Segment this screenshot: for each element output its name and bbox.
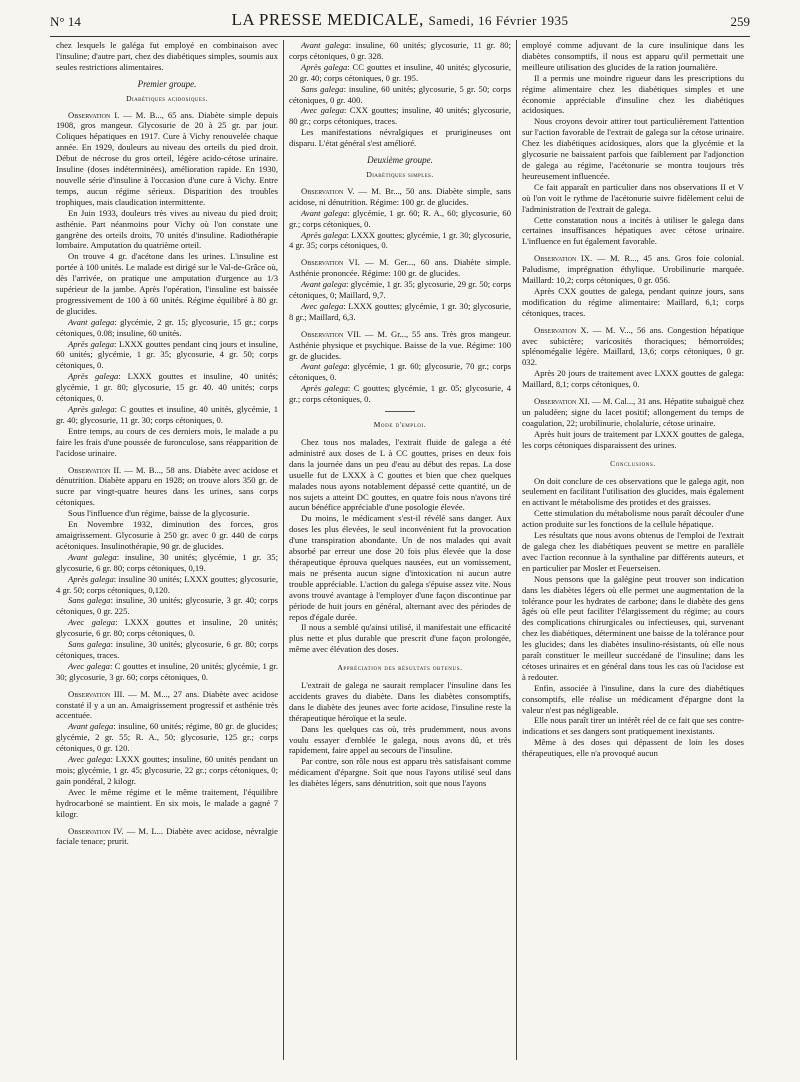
column-divider (283, 40, 284, 1060)
observation-paragraph: Observation V. — M. Br..., 50 ans. Diabète simple, sans acidose, ni dénutrition. Régime: 100 gr. de glucides. (289, 185, 511, 207)
paragraph: L'extrait de galega ne saurait remplacer l'insuline dans les accidents graves du diabète. Dans les diabètes consomptifs, dans le diabète des jeunes avec forte acidose, l'insuline reste la thérapeutique héroïque et la seule. (289, 680, 511, 723)
column-divider (516, 40, 517, 1060)
paragraph: Avant galega: insuline, 60 unités; régime, 80 gr. de glucides; glycémie, 2 gr. 55; R. A., 50; glycosurie, 125 gr.; corps cétoniques, 0 gr. 120. (56, 721, 278, 754)
paragraph: On trouve 4 gr. d'acétone dans les urines. L'insuline est portée à 100 unités. Le malade est dirigé sur le Val-de-Grâce où, dès l'arrivée, on pratique une amputation d'urgence au 1/3 supérieur de la jambe. Après l'opération, l'insuline est baissée progressivement de 100 à 60 unités. Régime équilibré à 80 gr. de glucides. (56, 251, 278, 316)
paragraph: Ce fait apparaît en particulier dans nos observations II et V où l'on voit le rythme de l'acétonurie suivre fidèlement celui de l'administration de l'extrait de galega. (522, 181, 744, 214)
section-divider (385, 411, 415, 412)
paragraph: Après galega: CC gouttes et insuline, 40 unités; glycosurie, 20 gr. 40; corps cétoniques, 0 gr. 195. (289, 61, 511, 83)
observation-paragraph: Observation II. — M. B..., 58 ans. Diabète avec acidose et dénutrition. Diabète apparu en 1928; on trouve alors 350 gr. de sucre par vingt-quatre heures dans les urines, sans corps cétoniques. (56, 464, 278, 508)
observation-label: Observation V. (301, 185, 355, 196)
paragraph: Avant galega: glycémie, 1 gr. 35; glycosurie, 29 gr. 50; corps cétoniques, 0; Maillard, 9,7. (289, 279, 511, 301)
paragraph: Sans galega: insuline, 30 unités; glycosurie, 3 gr. 40; corps cétoniques, 0 gr. 225. (56, 595, 278, 617)
paragraph: Après galega: LXXX gouttes pendant cinq jours et insuline, 60 unités; glycémie, 1 gr. 35; glycosurie, 4 gr. 50; corps cétoniques, 0. (56, 338, 278, 371)
header-rule (50, 36, 750, 37)
paragraph: Avec le même régime et le même traitement, l'équilibre hydrocarboné se maintient. En six mois, le malade a gagné 7 kilogr. (56, 786, 278, 819)
observation-paragraph: Observation XI. — M. Cal..., 31 ans. Hépatite subaiguë chez un paludéen; signe du lacet positif; allongement du temps de coagulation, 22; urobilinurie, cholalurie, cétose urinaire. (522, 396, 744, 428)
column-middle (289, 40, 511, 1075)
issue-number: N° 14 (50, 14, 81, 29)
paragraph: Même à des doses qui dépassent de loin les doses thérapeutiques, elle n'a provoqué aucun (522, 737, 744, 759)
page-header (50, 10, 750, 34)
observation-label: Observation IX. (534, 253, 593, 264)
paragraph: Après galega: insuline 30 unités; LXXX gouttes; glycosurie, 4 gr. 50; corps cétoniques, 0,120. (56, 573, 278, 595)
issue-date: Samedi, 16 Février 1935 (428, 13, 569, 28)
paragraph: Avec galega: CXX gouttes; insuline, 40 unités; glycosurie, 80 gr.; corps cétoniques, traces. (289, 105, 511, 127)
paragraph: Chez tous nos malades, l'extrait fluide de galega a été administré aux doses de L à CC gouttes, prises en deux fois dans la journée dans un peu d'eau au début des repas. La dose usuelle fut de LXXX à C gouttes et bien que chez quelques malades nous ayons notablement dépassé cette quantité, un de nos sujets a atteint DC gouttes, en quatre fois nous n'avons tiré aucun bénéfice appréciable d'une posologie élevée. (289, 437, 511, 513)
observation-label: Observation X. (534, 324, 589, 335)
paragraph: Avant galega: glycémie, 1 gr. 60; R. A., 60; glycosurie, 60 gr.; corps cétoniques, 0. (289, 207, 511, 229)
observation-paragraph: Observation VII. — M. Gr..., 55 ans. Très gros mangeur. Asthénie physique et psychique. Baisse de la vue. Régime: 100 gr. de glucides. (289, 328, 511, 361)
paragraph: Sans galega: insuline, 30 unités; glycosurie, 6 gr. 80; corps cétoniques, traces. (56, 639, 278, 660)
paragraph: Avant galega: insuline, 30 unités; glycémie, 1 gr. 35; glycosurie, 6 gr. 80; corps cétoniques, 0,19. (56, 551, 278, 573)
paragraph: Cette constatation nous a incités à utiliser le galega dans certaines insuffisances hépatiques avec cétose urinaire. L'influence en fut également favorable. (522, 214, 744, 247)
observation-paragraph: Observation IV. — M. L... Diabète avec acidose, névralgie faciale tenace; prurit. (56, 825, 278, 847)
paragraph: Avec galega: LXXX gouttes et insuline, 20 unités; glycosurie, 6 gr. 80; corps cétoniques, 0. (56, 617, 278, 639)
paragraph: employé comme adjuvant de la cure insulinique dans les diabètes consomptifs, il nous est apparu qu'il permettait une meilleure utilisation des glucides de la ration journalière. (522, 40, 744, 72)
observation-paragraph: Observation I. — M. B..., 65 ans. Diabète simple depuis 1908, gros mangeur. Glycosurie de 20 à 25 gr. par jour. Coliques hépatiques en 1917. Cure à Vichy renouvelée chaque année. En 1929, douleurs au niveau des orteils du pied droit. Début de nécrose du gros orteil, légère acido-cétose urinaire. Insuline (doses indéterminées), amélioration rapide. En 1930, nouvelle série d'insuline à l'occasion d'une cure à Vichy. Entre temps, aucun régime sérieux. Disparition des troubles trophiques, mais claudication intermittente. (56, 109, 278, 207)
paragraph: Après galega: LXXX gouttes; glycémie, 1 gr. 30; glycosurie, 4 gr. 35; corps cétoniques, 0. (289, 229, 511, 251)
paragraph: Les manifestations névralgiques et prurigineuses ont disparu. L'état général s'est amélioré. (289, 127, 511, 149)
observation-label: Observation I. (68, 109, 120, 120)
paragraph: Enfin, associée à l'insuline, dans la cure des diabétiques consomptifs, elle réalise un médicament d'épargne dont la valeur n'est pas négligeable. (522, 682, 744, 715)
observation-paragraph: Observation IX. — M. R..., 45 ans. Gros foie colonial. Paludisme, imprégnation éthylique. Urobilinurie marquée. Maillard: 10,2; corps cétoniques, 0 gr. 056. (522, 253, 744, 286)
paragraph: Avec galega: LXXX gouttes; insuline, 60 unités pendant un mois; glycémie, 1 gr. 45; glycosurie, 22 gr.; corps cétoniques, 0; gain pondéral, 2 kilogr. (56, 754, 278, 786)
paragraph: Les résultats que nous avons obtenus de l'emploi de l'extrait de galega chez les diabétiques peuvent se mettre en parallèle avec l'action reconnue à la synthaline par différents auteurs, et en particulier par Mosler et Feuerseisen. (522, 530, 744, 573)
paragraph: Après galega: C gouttes; glycémie, 1 gr. 05; glycosurie, 4 gr.; corps cétoniques, 0. (289, 383, 511, 405)
observation-label: Observation II. (68, 464, 122, 475)
paragraph: Avec galega: C gouttes et insuline, 20 unités; glycémie, 1 gr. 30; glycosurie, 3 gr. 60; corps cétoniques, 0. (56, 660, 278, 682)
section-heading: Deuxième groupe. (367, 155, 433, 166)
paragraph: Sans galega: insuline, 60 unités; glycosurie, 5 gr. 50; corps cétoniques, 0 gr. 400. (289, 83, 511, 105)
intro-paragraph: chez lesquels le galéga fut employé en combinaison avec l'insuline; d'autre part, chez des diabétiques simples, soumis aux seules restrictions alimentaires. (56, 40, 278, 72)
section-heading: Appréciation des résultats obtenus. (337, 663, 463, 673)
section-subheading: Diabétiques acidosiques. (126, 93, 208, 103)
section-heading: Premier groupe. (137, 78, 197, 89)
paragraph: Après huit jours de traitement par LXXX gouttes de galega, les corps cétoniques disparaissent des urines. (522, 428, 744, 450)
paragraph: Nous croyons devoir attirer tout particulièrement l'attention sur l'action favorable de l'extrait de galega sur la cétose urinaire. Chez les diabétiques acidosiques, alors que la glycémie et la glycosurie ne baissaient parfois que faiblement par l'adjonction de galega au régime, l'acétonurie se montra toujours très heureusement influencée. (522, 116, 744, 181)
paragraph: En Juin 1933, douleurs très vives au niveau du pied droit; asthénie. Part néanmoins pour Vichy où l'on constate une gangrène des orteils droits, 70 unités d'insuline. Radiothérapie lombaire. Amputation du quatrième orteil. (56, 207, 278, 251)
paragraph: Avec galega: LXXX gouttes; glycémie, 1 gr. 30; glycosurie, 8 gr.; Maillard, 6,3. (289, 300, 511, 322)
observation-paragraph: Observation X. — M. V..., 56 ans. Congestion hépatique avec subictère; varicosités thoraciques; hémorroïdes; splénomégalie légère. Maillard, 13,6; corps cétoniques, 0 gr. 032. (522, 324, 744, 368)
paragraph: Par contre, son rôle nous est apparu très satisfaisant comme médicament d'épargne. Soit que nous l'ayons utilisé seul dans les diabètes légers, sans dénutrition, soit que nous l'ayons (289, 756, 511, 789)
paragraph: Dans les quelques cas où, très prudemment, nous avons voulu essayer d'emblée le galega, nous avons dû, et très rapidement, faire appel au secours de l'insuline. (289, 723, 511, 756)
paragraph: Nous pensons que la galégine peut trouver son indication dans les diabètes légers où elle permet une augmentation de la tolérance pour les hydrates de carbone; dans le diabète des gens âgés où elle peut faciliter l'élargissement du régime; au cours des complications chirurgicales ou infectieuses, qui, survenant chez les diabétiques, déterminent une baisse de la tolérance pour les glucides; dans les diabètes insulino-résistants, où elle nous paraît constituer le meilleur succédané de l'insuline; dans les cétoses urinaires et en général dans tous les cas où l'acidose est à redouter. (522, 573, 744, 682)
paragraph: Avant galega: insuline, 60 unités; glycosurie, 11 gr. 80; corps cétoniques, 0 gr. 328. (289, 40, 511, 61)
observation-paragraph: Observation III. — M. M..., 27 ans. Diabète avec acidose constaté il y a un an. Amaigrissement progressif et asthénie très accentuée. (56, 688, 278, 721)
paragraph: Après CXX gouttes de galega, pendant quinze jours, sans modification du régime alimentaire: Maillard, 6,1; corps cétoniques, traces. (522, 285, 744, 318)
paragraph: On doit conclure de ces observations que le galega agit, non seulement en facilitant l'utilisation des glucides, mais également en activant le métabolisme des protides et des graisses. (522, 475, 744, 508)
paragraph: Entre temps, au cours de ces derniers mois, le malade a pu faire les frais d'une poussée de furonculose, sans réapparition de l'acidose urinaire. (56, 425, 278, 458)
observation-paragraph: Observation VI. — M. Ger..., 60 ans. Diabète simple. Asthénie prononcée. Régime: 100 gr. de glucides. (289, 257, 511, 279)
page-number: 259 (730, 14, 750, 29)
journal-title: LA PRESSE MEDICALE, (231, 10, 424, 29)
paragraph: Cette stimulation du métabolisme nous paraît découler d'une action produite sur les fonctions de la cellule hépatique. (522, 508, 744, 530)
section-subheading: Diabétiques simples. (366, 169, 434, 179)
observation-label: Observation III. (68, 688, 125, 699)
paragraph: Avant galega: glycémie, 2 gr. 15; glycosurie, 15 gr.; corps cétoniques, 0.08; insuline, 60 unités. (56, 316, 278, 338)
section-heading: Conclusions. (610, 458, 656, 468)
journal-masthead (50, 10, 750, 30)
paragraph: Après galega: LXXX gouttes et insuline, 40 unités; glycémie, 1 gr. 80; glycosurie, 15 gr. 40. 40 unités; corps cétoniques, 0. (56, 371, 278, 404)
paragraph: Il a permis une moindre rigueur dans les prescriptions du régime alimentaire chez les diabétiques simples et une économie appréciable d'insuline chez les diabétiques acidosiques. (522, 72, 744, 116)
paragraph: Avant galega: glycémie, 1 gr. 60; glycosurie, 70 gr.; corps cétoniques, 0. (289, 361, 511, 383)
paragraph: Du moins, le médicament s'est-il révélé sans danger. Aux doses les plus élevées, le seul inconvénient fut la provocation d'une transpiration abondante. Un de nos malades qui avait absorbé par erreur une dose 20 fois plus élevée que la dose thérapeutique éprouva quelques nausées, eut un vomissement, mais ne présenta aucun signe d'intoxication ni aucun autre trouble appréciable. L'action du galega s'épuise assez vite. Nous avons trouvé avantage à l'employer d'une façon discontinue par période de huit jours en général, alternant avec des périodes de repos d'égale durée. (289, 513, 511, 622)
section-heading: Mode d'emploi. (373, 420, 427, 430)
observation-label: Observation VII. (301, 328, 362, 339)
observation-label: Observation VI. (301, 257, 360, 268)
paragraph: Il nous a semblé qu'ainsi utilisé, il manifestait une efficacité plus nette et plus durable que prescrit d'une façon prolongée, même avec élévation des doses. (289, 622, 511, 655)
observation-label: Observation XI. (534, 396, 590, 407)
column-left (56, 40, 278, 1075)
column-right (522, 40, 744, 1075)
observation-label: Observation IV. (68, 825, 124, 836)
paragraph: Après 20 jours de traitement avec LXXX gouttes de galega: Maillard, 8,1; corps cétoniques, 0. (522, 368, 744, 390)
paragraph: Elle nous paraît tirer un intérêt réel de ce fait que ses contre-indications et ses dangers sont pratiquement inexistants. (522, 715, 744, 737)
paragraph: En Novembre 1932, diminution des forces, gros amaigrissement. Glycosurie à 250 gr. avec 0 gr. 440 de corps acétoniques. Insulinothérapie, 90 gr. de glucides. (56, 519, 278, 551)
paragraph: Après galega: C gouttes et insuline, 40 unités, glycémie, 1 gr. 40; glycosurie, 11 gr. 30; corps cétoniques, 0. (56, 404, 278, 425)
paragraph: Sous l'influence d'un régime, baisse de la glycosurie. (68, 508, 250, 519)
